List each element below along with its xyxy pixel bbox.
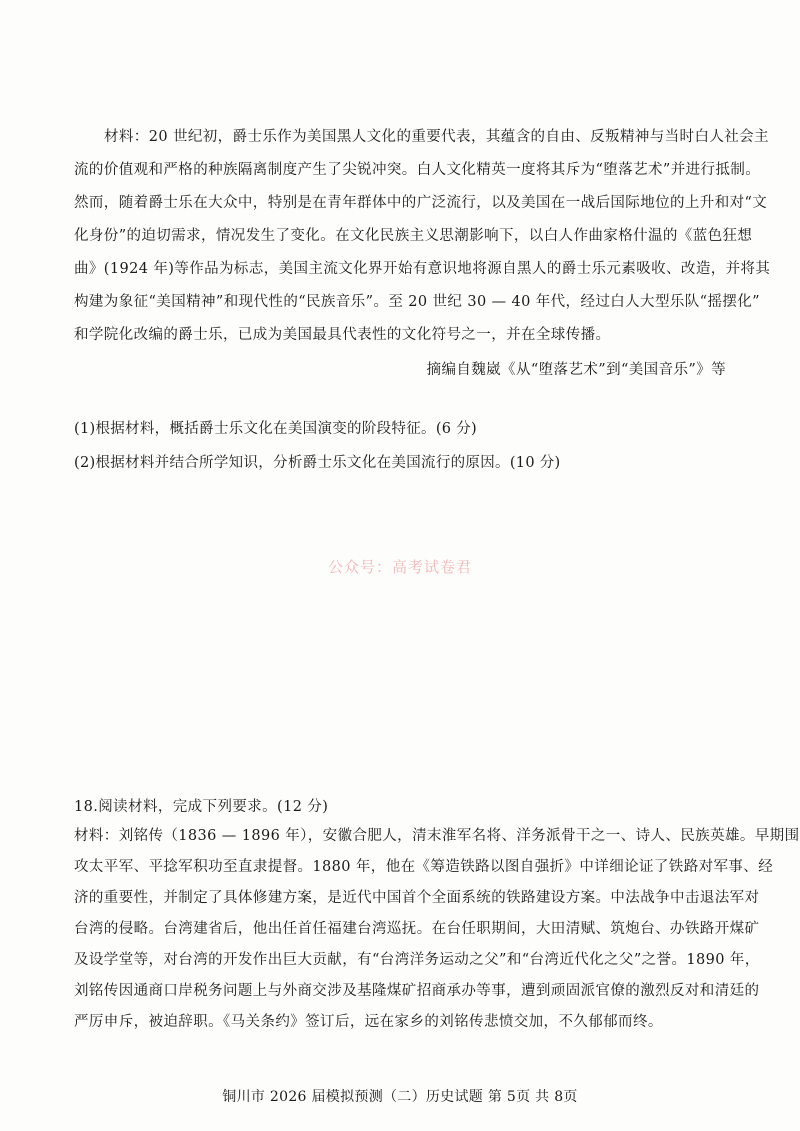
question-18 — [74, 797, 800, 1047]
paragraph-line: 攻太平军、平捻军积功至直隶提督。1880 年，他在《筹造铁路以图自强折》中详细论证了铁路对军事、经 — [74, 859, 774, 875]
question-2: (2)根据材料并结合所学知识，分析爵士乐文化在美国流行的原因。(10 分) — [74, 455, 561, 471]
watermark-text: 公众号：高考试卷君 — [327, 558, 472, 576]
paragraph-line: 材料：刘铭传（1836 — 1896 年），安徽合肥人，清末淮军名将、洋务派骨干之一、诗人、民族英雄。早期围 — [74, 828, 800, 844]
paragraph-line: 构建为象征“美国精神”和现代性的“民族音乐”。至 20 世纪 30 — 40 年代，经过白人大型乐队“摇摆化” — [74, 294, 760, 310]
paragraph-line: 化身份”的迫切需求，情况发生了变化。在文化民族主义思潮影响下，以白人作曲家格什温的《蓝色狂想 — [74, 228, 753, 244]
paragraph-line: 流的价值观和严格的种族隔离制度产生了尖锐冲突。白人文化精英一度将其斥为“堕落艺术”并进行抵制。 — [74, 162, 761, 178]
paragraph-line: 严厉申斥，被迫辞职。《马关条约》签订后，远在家乡的刘铭传悲愤交加，不久郁郁而终。 — [74, 1014, 663, 1030]
question-18-heading: 18.阅读材料，完成下列要求。(12 分) — [74, 799, 329, 815]
page-footer: 铜川市 2026 届模拟预测（二）历史试题 第 5页 共 8页 — [222, 1089, 578, 1105]
paragraph-line: 和学院化改编的爵士乐，已成为美国最具代表性的文化符号之一，并在全球传播。 — [74, 327, 611, 343]
paragraph-line: 及设学堂等，对台湾的开发作出巨大贡献，有“台湾洋务运动之父”和“台湾近代化之父”之誉。1890 年， — [74, 952, 760, 968]
paragraph-line: 材料：20 世纪初，爵士乐作为美国黑人文化的重要代表，其蕴含的自由、反叛精神与当时白人社会主 — [104, 129, 769, 145]
paragraph-line: 刘铭传因通商口岸税务问题上与外商交涉及基隆煤矿招商承办等事，遭到顽固派官僚的激烈反对和清廷的 — [74, 983, 760, 999]
question-1: (1)根据材料，概括爵士乐文化在美国演变的阶段特征。(6 分) — [74, 421, 477, 437]
material-source: 摘编自魏崴《从“堕落艺术”到“美国音乐”》等 — [426, 362, 726, 378]
paragraph-line: 然而，随着爵士乐在大众中，特别是在青年群体中的广泛流行，以及美国在一战后国际地位的上升和对“文 — [74, 195, 768, 211]
material-passage-jazz — [74, 127, 771, 378]
paragraph-line: 台湾的侵略。台湾建省后，他出任首任福建台湾巡抚。在台任职期间，大田清赋、筑炮台、办铁路开煤矿 — [74, 921, 760, 937]
paragraph-line: 济的重要性，并制定了具体修建方案，是近代中国首个全面系统的铁路建设方案。中法战争中击退法军对 — [74, 890, 760, 906]
paragraph-line: 曲》(1924 年)等作品为标志，美国主流文化界开始有意识地将源自黑人的爵士乐元素吸收、改造，并将其 — [74, 261, 771, 277]
